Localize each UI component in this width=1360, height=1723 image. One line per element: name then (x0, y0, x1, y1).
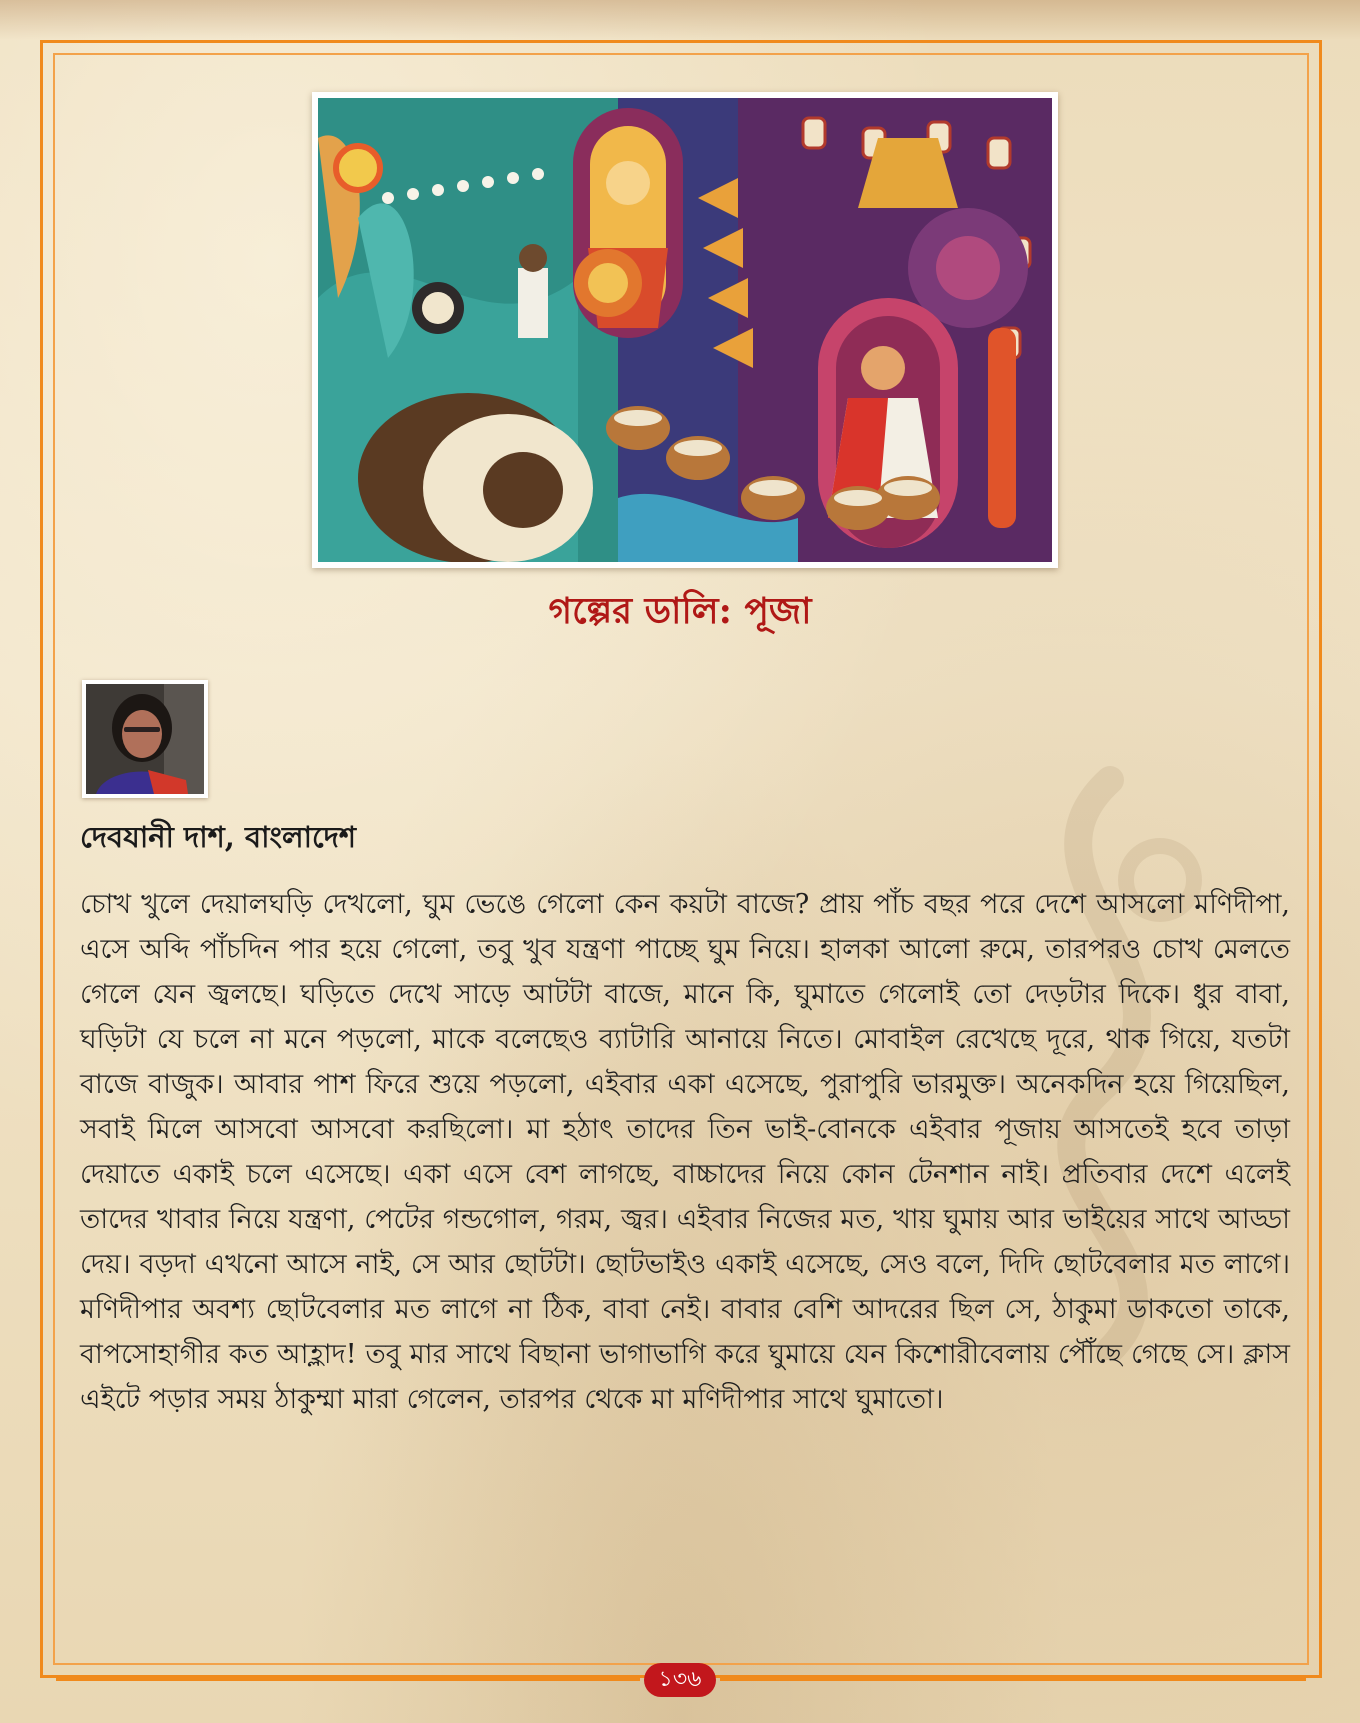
story-text: চোখ খুলে দেয়ালঘড়ি দেখলো, ঘুম ভেঙে গেলো কেন কয়টা বাজে? প্রায় পাঁচ বছর পরে দেশে আসলো মণিদীপা, এসে অব্দি পাঁচদিন পার হয়ে গেলো, তবু খুব যন্ত্রণা পাচ্ছে ঘুম নিয়ে। হালকা আলো রুমে, তারপরও চোখ মেলতে গেলে যেন জ্বলছে। ঘড়িতে দেখে সাড়ে আটটা বাজে, মানে কি, ঘুমাতে গেলোই তো দেড়টার দিকে। ধুর বাবা, ঘড়িটা যে চলে না মনে পড়লো, মাকে বলেছেও ব্যাটারি আনায়ে নিতে। মোবাইল রেখেছে দূরে, থাক গিয়ে, যতটা বাজে বাজুক। আবার পাশ ফিরে শুয়ে পড়লো, এইবার একা এসেছে, পুরাপুরি ভারমুক্ত। অনেকদিন হয়ে গিয়েছিল, সবাই মিলে আসবো আসবো করছিলো। মা হঠাৎ তাদের তিন ভাই-বোনকে এইবার পূজায় আসতেই হবে তাড়া দেয়াতে একাই চলে এসেছে। একা এসে বেশ লাগছে, বাচ্চাদের নিয়ে কোন টেনশান নাই। প্রতিবার দেশে এলেই তাদের খাবার নিয়ে যন্ত্রণা, পেটের গন্ডগোল, গরম, জ্বর। এইবার নিজের মত, খায় ঘুমায় আর ভাইয়ের সাথে আড্ডা দেয়। বড়দা এখনো আসে নাই, সে আর ছোটটা। ছোটভাইও একাই এসেছে, সেও বলে, দিদি ছোটবেলার মত লাগে। মণিদীপার অবশ্য ছোটবেলার মত লাগে না ঠিক, বাবা নেই। বাবার বেশি আদরের ছিল সে, ঠাকুমা ডাকতো তাকে, বাপসোহাগীর কত আহ্লাদ! তবু মার সাথে বিছানা ভাগাভাগি করে ঘুমায়ে যেন কিশোরীবেলায় পৌঁছে গেছে সে। ক্লাস এইটে পড়ার সময় ঠাকুম্মা মারা গেলেন, তারপর থেকে মা মণিদীপার সাথে ঘুমাতো। (80, 889, 1290, 1415)
hero-illustration-frame (312, 92, 1058, 568)
author-avatar (86, 684, 204, 794)
top-shadow (0, 0, 1360, 40)
page-number-badge: ১৩৬ (644, 1663, 716, 1697)
durga-puja-illustration (318, 98, 1052, 562)
author-photo-frame (82, 680, 208, 798)
author-name: দেবযানী দাশ, বাংলাদেশ (80, 820, 357, 854)
footer-rule-right (720, 1678, 1306, 1681)
page-title: গল্পের ডালি: পূজা (548, 590, 812, 632)
footer-rule-left (56, 1678, 640, 1681)
